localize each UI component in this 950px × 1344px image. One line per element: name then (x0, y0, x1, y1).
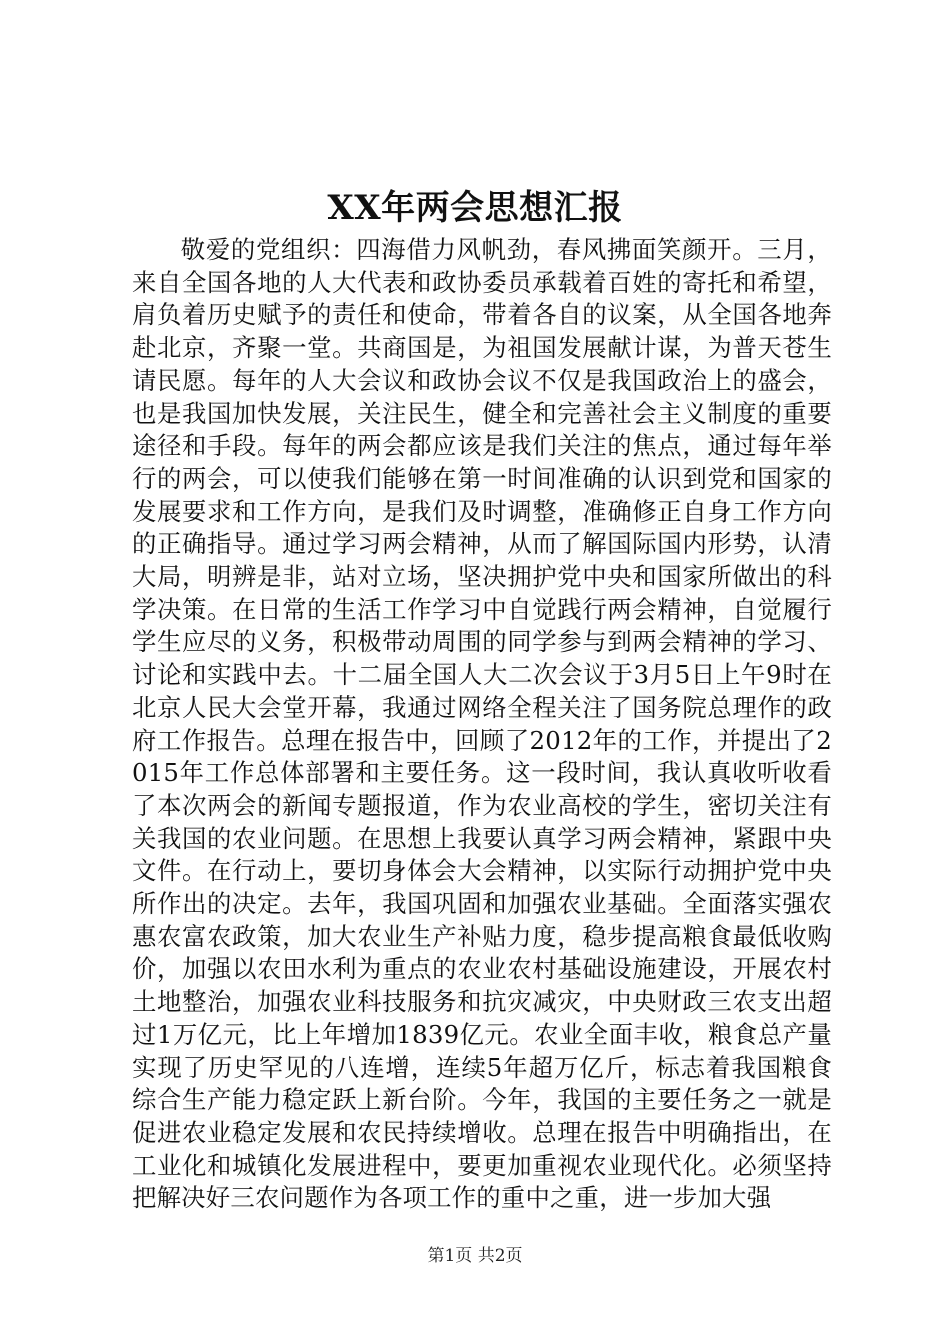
document-title: XX年两会思想汇报 (327, 188, 623, 228)
page-footer: 第1页 共2页 (427, 1246, 523, 1266)
document-body: 敬爱的党组织：四海借力风帆劲，春风拂面笑颜开。三月，来自全国各地的人大代表和政协委员承载着百姓的寄托和希望，肩负着历史赋予的责任和使命，带着各自的议案，从全国各地奔赴北京，齐聚一堂。共商国是，为祖国发展献计谋，为普天苍生请民愿。每年的人大会议和政协会议不仅是我国政治上的盛会，也是我国加快发展，关注民生，健全和完善社会主义制度的重要途径和手段。每年的两会都应该是我们关注的焦点，通过每年举行的两会，可以使我们能够在第一时间准确的认识到党和国家的发展要求和工作方向，是我们及时调整，准确修正自身工作方向的正确指导。通过学习两会精神，从而了解国际国内形势，认清大局，明辨是非，站对立场，坚决拥护党中央和国家所做出的科学决策。在日常的生活工作学习中自觉践行两会精神，自觉履行学生应尽的义务，积极带动周围的同学参与到两会精神的学习、讨论和实践中去。十二届全国人大二次会议于3月5日上午9时在北京人民大会堂开幕，我通过网络全程关注了国务院总理作的政府工作报告。总理在报告中，回顾了2012年的工作，并提出了2015年工作总体部署和主要任务。这一段时间，我认真收听收看了本次两会的新闻专题报道，作为农业高校的学生，密切关注有关我国的农业问题。在思想上我要认真学习两会精神，紧跟中央文件。在行动上，要切身体会大会精神，以实际行动拥护党中央所作出的决定。去年，我国巩固和加强农业基础。全面落实强农惠农富农政策，加大农业生产补贴力度，稳步提高粮食最低收购价，加强以农田水利为重点的农业农村基础设施建设，开展农村土地整治，加强农业科技服务和抗灾减灾，中央财政三农支出超过1万亿元，比上年增加1839亿元。农业全面丰收，粮食总产量实现了历史罕见的八连增，连续5年超万亿斤，标志着我国粮食综合生产能力稳定跃上新台阶。今年，我国的主要任务之一就是促进农业稳定发展和农民持续增收。总理在报告中明确指出，在工业化和城镇化发展进程中，要更加重视农业现代化。必须坚持把解决好三农问题作为各项工作的重中之重，进一步加大强 (132, 235, 832, 1213)
